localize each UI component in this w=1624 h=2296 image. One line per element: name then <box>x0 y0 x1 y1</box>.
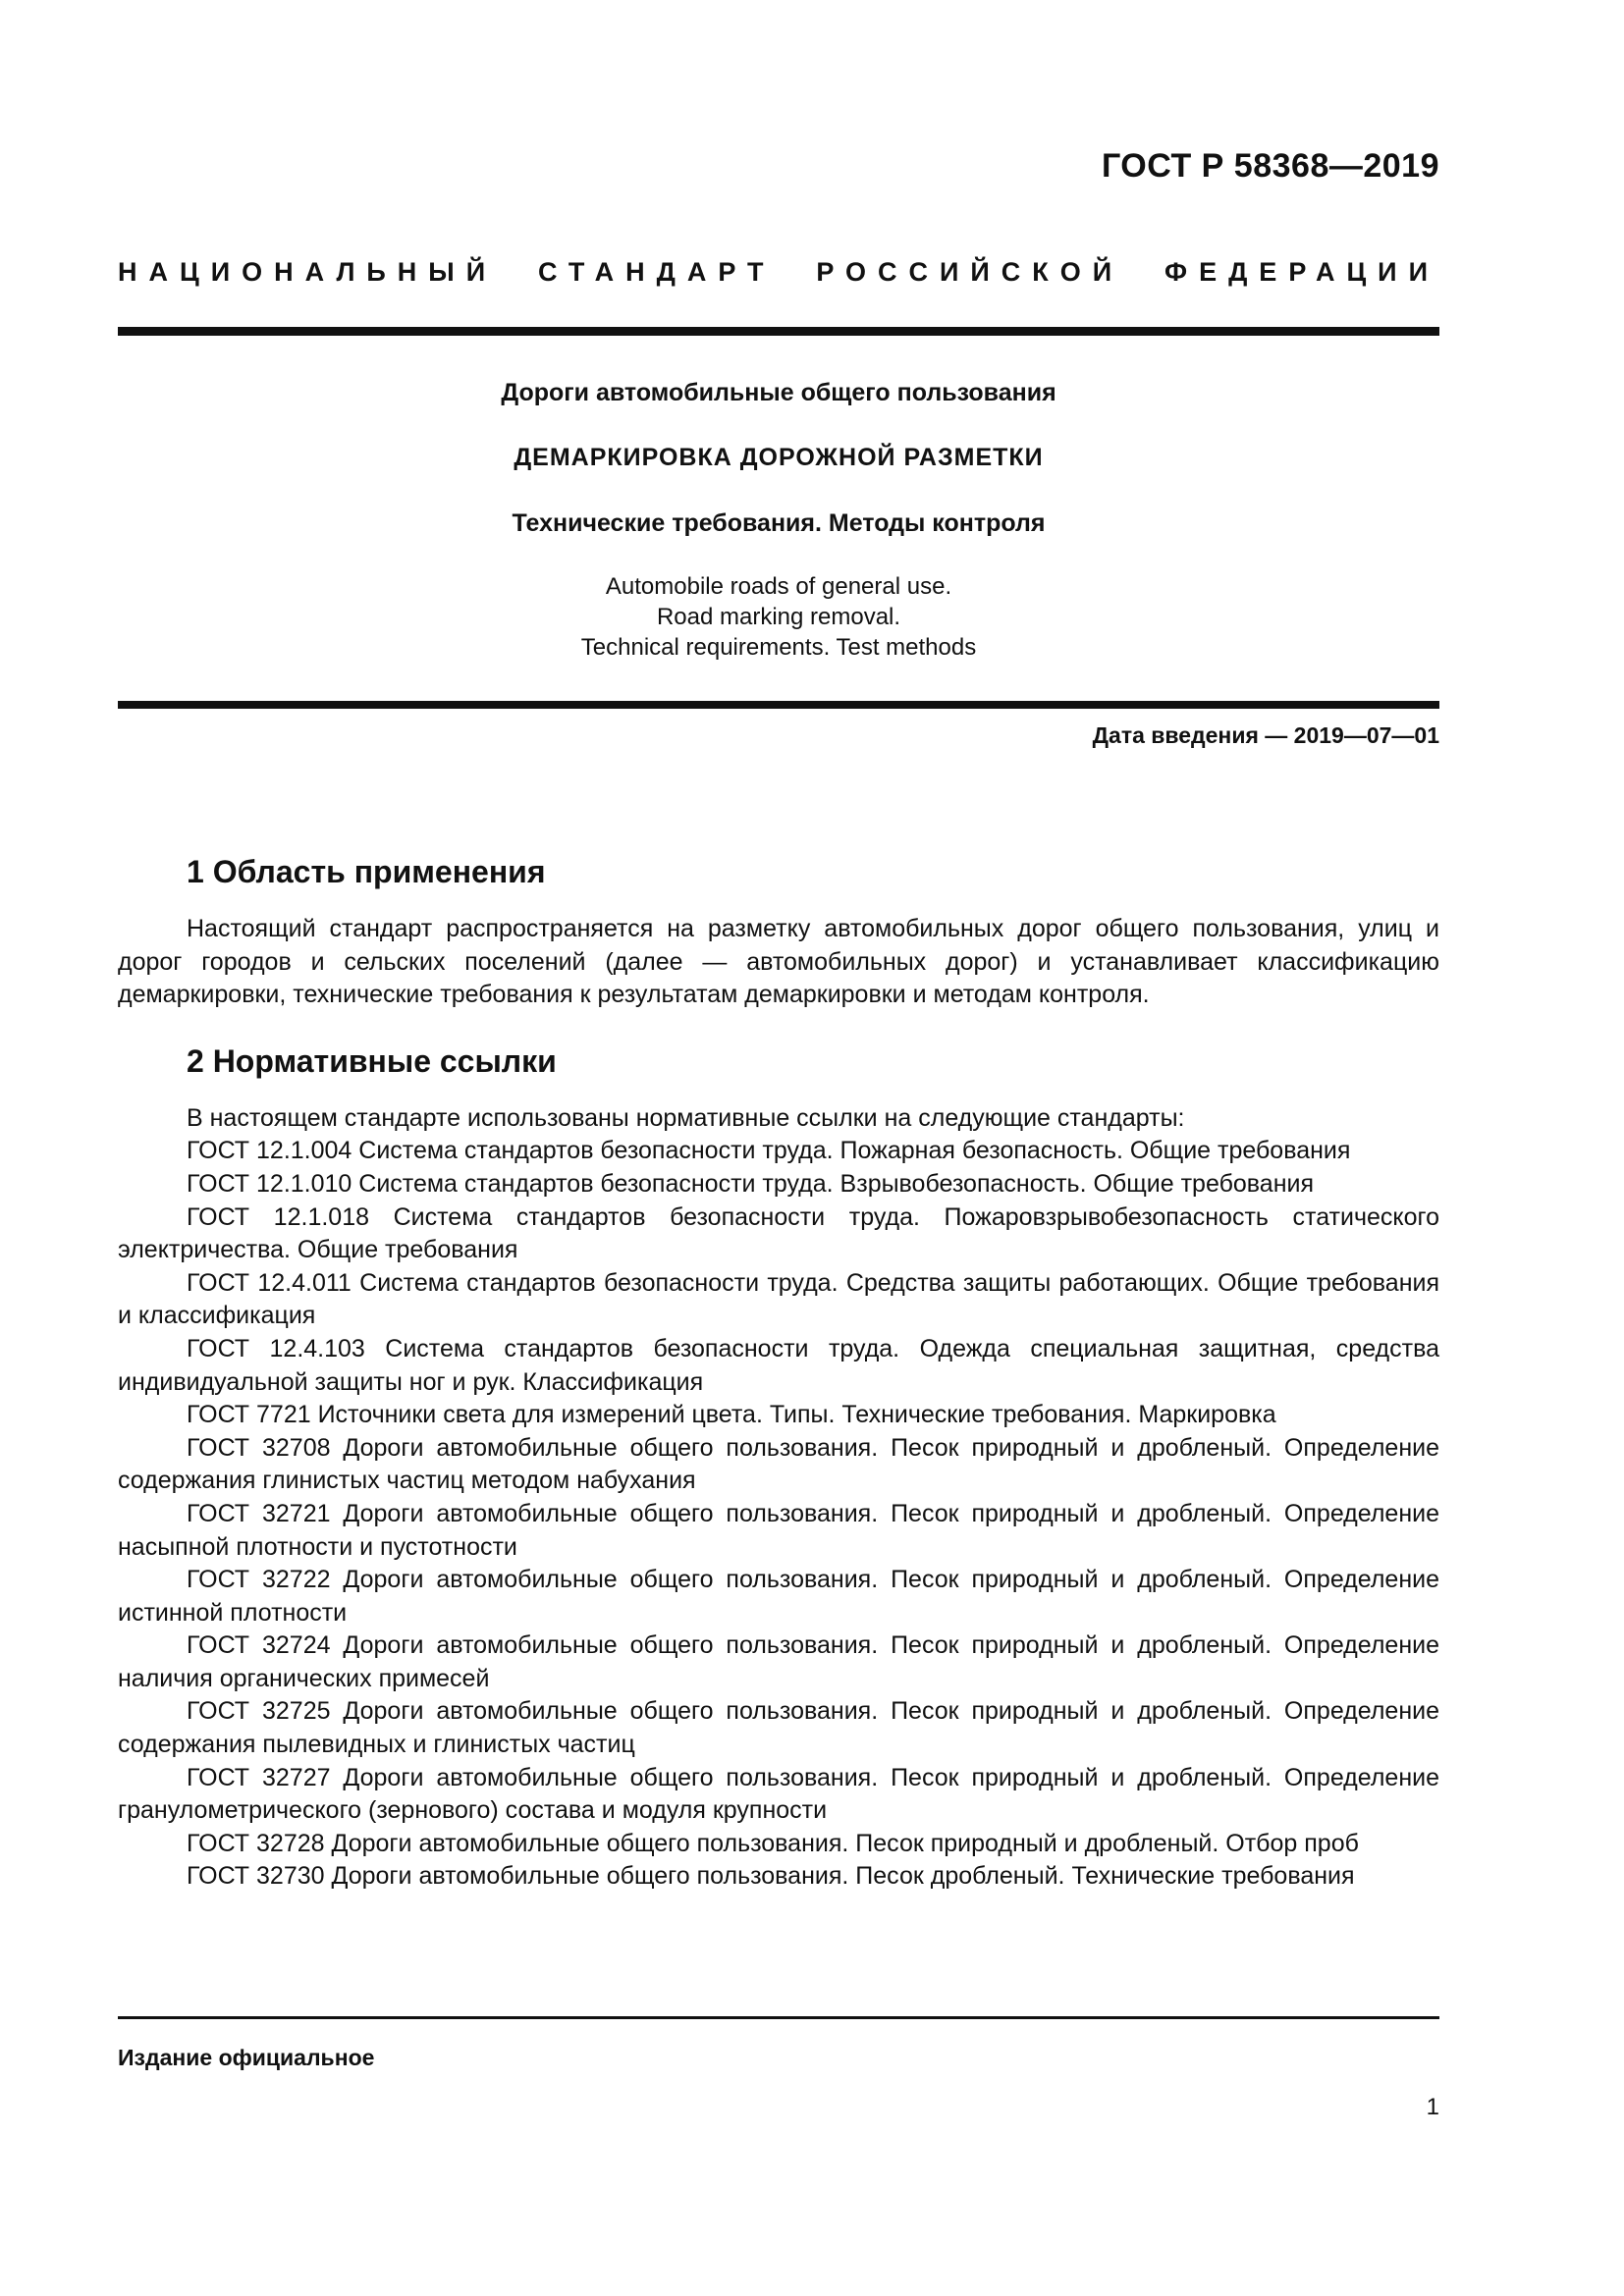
title-english-line-1: Automobile roads of general use. <box>605 573 952 600</box>
title-english-line-3: Technical requirements. Test methods <box>580 634 977 661</box>
references-list <box>118 1135 1439 1894</box>
reference-item: ГОСТ 7721 Источники света для измерений цвета. Типы. Технические требования. Маркировка <box>187 1401 1276 1429</box>
reference-item: ГОСТ 12.1.004 Система стандартов безопасности труда. Пожарная безопасность. Общие требования <box>187 1137 1351 1165</box>
reference-item: ГОСТ 32730 Дороги автомобильные общего пользования. Песок дробленый. Технические требования <box>187 1862 1355 1891</box>
reference-item: ГОСТ 32728 Дороги автомобильные общего пользования. Песок природный и дробленый. Отбор проб <box>187 1829 1359 1857</box>
reference-item: ГОСТ 12.1.010 Система стандартов безопасности труда. Взрывобезопасность. Общие требования <box>187 1169 1315 1198</box>
title-english <box>118 571 1439 663</box>
section-2-intro: В настоящем стандарте использованы нормативные ссылки на следующие стандарты: <box>187 1103 1185 1132</box>
page-number: 1 <box>1426 2094 1439 2120</box>
title-main: ДЕМАРКИРОВКА ДОРОЖНОЙ РАЗМЕТКИ <box>514 444 1044 471</box>
reference-item: ГОСТ 32725 Дороги автомобильные общего пользования. Песок природный и дробленый. Определение содержания пылевидных и глинистых частиц <box>118 1697 1439 1759</box>
introduction-date: Дата введения — 2019—07—01 <box>1092 722 1439 748</box>
footer-divider <box>118 2016 1439 2019</box>
reference-item: ГОСТ 12.1.018 Система стандартов безопасности труда. Пожаровзрывобезопасность статического электричества. Общие требования <box>118 1202 1439 1264</box>
title-subtitle: Технические требования. Методы контроля <box>512 509 1046 537</box>
section-1-heading: 1 Область применения <box>187 854 546 889</box>
reference-item: ГОСТ 12.4.103 Система стандартов безопасности труда. Одежда специальная защитная, средства индивидуальной защиты ног и рук. Классификация <box>118 1334 1439 1396</box>
section-1-text: Настоящий стандарт распространяется на разметку автомобильных дорог общего пользования, улиц и дорог городов и сельских поселений (далее — автомобильных дорог) и устанавливает классификацию демаркировки, технические требования к результатам демаркировки и методам контроля. <box>118 915 1439 1009</box>
title-divider <box>118 701 1439 709</box>
reference-item: ГОСТ 12.4.011 Система стандартов безопасности труда. Средства защиты работающих. Общие требования и классификация <box>118 1268 1439 1330</box>
section-2-heading: 2 Нормативные ссылки <box>187 1042 557 1079</box>
reference-item: ГОСТ 32724 Дороги автомобильные общего пользования. Песок природный и дробленый. Определение наличия органических примесей <box>118 1631 1439 1692</box>
title-group: Дороги автомобильные общего пользования <box>501 379 1056 406</box>
reference-item: ГОСТ 32708 Дороги автомобильные общего пользования. Песок природный и дробленый. Определение содержания глинистых частиц методом набухания <box>118 1433 1439 1495</box>
title-english-line-2: Road marking removal. <box>656 604 901 630</box>
reference-item: ГОСТ 32721 Дороги автомобильные общего пользования. Песок природный и дробленый. Определение насыпной плотности и пустотности <box>118 1499 1439 1561</box>
edition-label: Издание официальное <box>118 2045 375 2070</box>
national-standard-heading: НАЦИОНАЛЬНЫЙ СТАНДАРТ РОССИЙСКОЙ ФЕДЕРАЦИИ <box>118 257 1439 287</box>
header-divider <box>118 327 1439 336</box>
document-body <box>118 852 1439 1894</box>
document-number: ГОСТ Р 58368—2019 <box>1101 147 1439 185</box>
reference-item: ГОСТ 32727 Дороги автомобильные общего пользования. Песок природный и дробленый. Определение гранулометрического (зернового) состава и модуля крупности <box>118 1763 1439 1825</box>
reference-item: ГОСТ 32722 Дороги автомобильные общего пользования. Песок природный и дробленый. Определение истинной плотности <box>118 1566 1439 1627</box>
